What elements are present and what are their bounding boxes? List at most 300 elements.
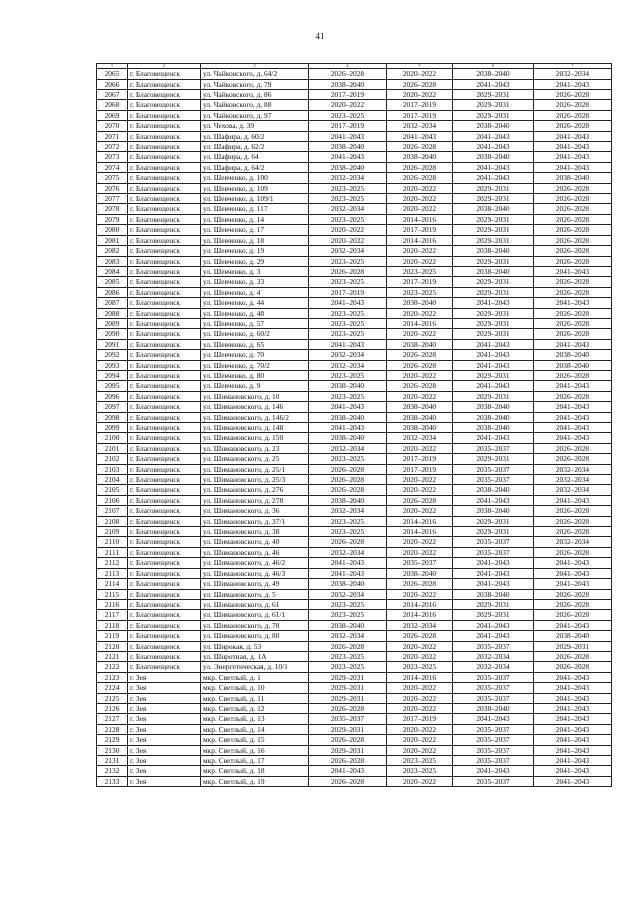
period-col-7-cell: 2041–2043 xyxy=(534,620,612,630)
table-row xyxy=(97,350,612,360)
period-col-6-cell: 2029–2031 xyxy=(453,610,534,620)
address-cell: ул. Шимановского, д. 10 xyxy=(201,391,309,401)
row-number-cell: 2130 xyxy=(97,745,128,755)
period-col-6-cell: 2035–2037 xyxy=(453,693,534,703)
period-col-4-cell: 2023–2025 xyxy=(309,527,387,537)
table-row xyxy=(97,402,612,412)
address-cell: ул. Шимановского, д. 46/3 xyxy=(201,568,309,578)
period-col-4-cell: 2026–2028 xyxy=(309,735,387,745)
city-cell: г. Благовещенск xyxy=(128,370,201,380)
period-col-5-cell: 2020–2022 xyxy=(387,183,453,193)
row-number-cell: 2125 xyxy=(97,693,128,703)
period-col-4-cell: 2017–2019 xyxy=(309,121,387,131)
table-row xyxy=(97,433,612,443)
period-col-6-cell: 2029–2031 xyxy=(453,370,534,380)
address-cell: ул. Чайковского, д. 86 xyxy=(201,90,309,100)
address-cell: ул. Шевченко, д. 18 xyxy=(201,235,309,245)
table-row xyxy=(97,162,612,172)
period-col-5-cell: 2020–2022 xyxy=(387,485,453,495)
city-cell: г. Зея xyxy=(128,703,201,713)
period-col-4-cell: 2032–2034 xyxy=(309,443,387,453)
table-row xyxy=(97,651,612,661)
period-col-7-cell: 2041–2043 xyxy=(534,142,612,152)
period-col-4-cell: 2041–2043 xyxy=(309,766,387,776)
period-col-5-cell: 2020–2022 xyxy=(387,724,453,734)
period-col-7-cell: 2041–2043 xyxy=(534,162,612,172)
address-cell: ул. Шевченко, д. 9 xyxy=(201,381,309,391)
period-col-7-cell: 2041–2043 xyxy=(534,714,612,724)
period-col-6-cell: 2038–2040 xyxy=(453,266,534,276)
period-col-4-cell: 2041–2043 xyxy=(309,568,387,578)
period-col-4-cell: 2023–2025 xyxy=(309,610,387,620)
address-cell: мкр. Светлый, д. 12 xyxy=(201,703,309,713)
period-col-5-cell: 2035–2037 xyxy=(387,558,453,568)
period-col-4-cell: 2032–2034 xyxy=(309,506,387,516)
city-cell: г. Благовещенск xyxy=(128,162,201,172)
row-number-cell: 2083 xyxy=(97,256,128,266)
address-cell: ул. Шевченко, д. 109/1 xyxy=(201,194,309,204)
row-number-cell: 2126 xyxy=(97,703,128,713)
period-col-7-cell: 2041–2043 xyxy=(534,735,612,745)
row-number-cell: 2073 xyxy=(97,152,128,162)
period-col-4-cell: 2023–2025 xyxy=(309,183,387,193)
period-col-6-cell: 2029–2031 xyxy=(453,225,534,235)
address-cell: ул. Шевченко, д. 109 xyxy=(201,183,309,193)
period-col-4-cell: 2023–2025 xyxy=(309,454,387,464)
address-cell: ул. Шимановского, д. 25/1 xyxy=(201,464,309,474)
table-row xyxy=(97,745,612,755)
row-number-cell: 2102 xyxy=(97,454,128,464)
period-col-7-cell: 2041–2043 xyxy=(534,79,612,89)
period-col-4-cell: 2038–2040 xyxy=(309,495,387,505)
row-number-cell: 2076 xyxy=(97,183,128,193)
table-row xyxy=(97,110,612,120)
address-cell: ул. Чайковского, д. 97 xyxy=(201,110,309,120)
period-col-4-cell: 2035–2037 xyxy=(309,714,387,724)
row-number-cell: 2116 xyxy=(97,599,128,609)
period-col-4-cell: 2029–2031 xyxy=(309,724,387,734)
row-number-cell: 2065 xyxy=(97,69,128,79)
column-number: 3 xyxy=(201,64,309,69)
row-number-cell: 2092 xyxy=(97,350,128,360)
period-col-4-cell: 2020–2022 xyxy=(309,100,387,110)
period-col-6-cell: 2038–2040 xyxy=(453,589,534,599)
address-cell: ул. Шимановского, д. 36 xyxy=(201,506,309,516)
table-row xyxy=(97,329,612,339)
period-col-6-cell: 2032–2034 xyxy=(453,651,534,661)
period-col-6-cell: 2038–2040 xyxy=(453,703,534,713)
period-col-5-cell: 2020–2022 xyxy=(387,693,453,703)
address-cell: ул. Шимановского, д. 25/3 xyxy=(201,475,309,485)
period-col-5-cell: 2014–2016 xyxy=(387,235,453,245)
period-col-4-cell: 2023–2025 xyxy=(309,194,387,204)
address-cell: ул. Шимановского, д. 61 xyxy=(201,599,309,609)
address-cell: ул. Шимановского, д. 46/2 xyxy=(201,558,309,568)
city-cell: г. Благовещенск xyxy=(128,194,201,204)
row-number-cell: 2087 xyxy=(97,298,128,308)
column-number: 2 xyxy=(128,64,201,69)
period-col-4-cell: 2032–2034 xyxy=(309,631,387,641)
city-cell: г. Благовещенск xyxy=(128,318,201,328)
address-cell: ул. Шафира, д. 64 xyxy=(201,152,309,162)
city-cell: г. Благовещенск xyxy=(128,381,201,391)
city-cell: г. Благовещенск xyxy=(128,235,201,245)
housing-repair-schedule-table xyxy=(96,63,612,787)
period-col-7-cell: 2032–2034 xyxy=(534,69,612,79)
row-number-cell: 2103 xyxy=(97,464,128,474)
row-number-cell: 2132 xyxy=(97,766,128,776)
period-col-7-cell: 2041–2043 xyxy=(534,776,612,786)
period-col-5-cell: 2026–2028 xyxy=(387,631,453,641)
period-col-4-cell: 2032–2034 xyxy=(309,173,387,183)
period-col-5-cell: 2020–2022 xyxy=(387,506,453,516)
period-col-6-cell: 2041–2043 xyxy=(453,162,534,172)
address-cell: мкр. Светлый, д. 11 xyxy=(201,693,309,703)
period-col-5-cell: 2020–2022 xyxy=(387,641,453,651)
address-cell: ул. Шевченко, д. 14 xyxy=(201,214,309,224)
table-row xyxy=(97,537,612,547)
row-number-cell: 2112 xyxy=(97,558,128,568)
row-number-cell: 2106 xyxy=(97,495,128,505)
period-col-5-cell: 2017–2019 xyxy=(387,110,453,120)
city-cell: г. Благовещенск xyxy=(128,287,201,297)
period-col-5-cell: 2020–2022 xyxy=(387,475,453,485)
city-cell: г. Зея xyxy=(128,724,201,734)
period-col-7-cell: 2041–2043 xyxy=(534,672,612,682)
city-cell: г. Благовещенск xyxy=(128,131,201,141)
period-col-4-cell: 2020–2022 xyxy=(309,235,387,245)
period-col-4-cell: 2026–2028 xyxy=(309,703,387,713)
city-cell: г. Благовещенск xyxy=(128,485,201,495)
city-cell: г. Благовещенск xyxy=(128,423,201,433)
address-cell: ул. Шевченко, д. 19 xyxy=(201,246,309,256)
period-col-6-cell: 2038–2040 xyxy=(453,423,534,433)
table-row xyxy=(97,246,612,256)
period-col-6-cell: 2038–2040 xyxy=(453,402,534,412)
period-col-6-cell: 2041–2043 xyxy=(453,360,534,370)
city-cell: г. Благовещенск xyxy=(128,79,201,89)
period-col-4-cell: 2023–2025 xyxy=(309,214,387,224)
period-col-7-cell: 2026–2028 xyxy=(534,277,612,287)
period-col-5-cell: 2026–2028 xyxy=(387,381,453,391)
period-col-6-cell: 2038–2040 xyxy=(453,506,534,516)
period-col-4-cell: 2038–2040 xyxy=(309,162,387,172)
period-col-7-cell: 2026–2028 xyxy=(534,329,612,339)
period-col-6-cell: 2041–2043 xyxy=(453,433,534,443)
period-col-6-cell: 2038–2040 xyxy=(453,121,534,131)
table-row xyxy=(97,443,612,453)
period-col-5-cell: 2041–2043 xyxy=(387,131,453,141)
table-row xyxy=(97,610,612,620)
period-col-4-cell: 2026–2028 xyxy=(309,266,387,276)
period-col-7-cell: 2038–2040 xyxy=(534,631,612,641)
period-col-5-cell: 2020–2022 xyxy=(387,589,453,599)
period-col-6-cell: 2029–2031 xyxy=(453,194,534,204)
period-col-4-cell: 2023–2025 xyxy=(309,277,387,287)
table-row xyxy=(97,693,612,703)
period-col-7-cell: 2038–2040 xyxy=(534,350,612,360)
period-col-6-cell: 2035–2037 xyxy=(453,776,534,786)
table-row xyxy=(97,287,612,297)
address-cell: ул. Шимановского, д. 38 xyxy=(201,527,309,537)
table-row xyxy=(97,339,612,349)
row-number-cell: 2101 xyxy=(97,443,128,453)
city-cell: г. Благовещенск xyxy=(128,90,201,100)
period-col-4-cell: 2023–2025 xyxy=(309,599,387,609)
row-number-cell: 2096 xyxy=(97,391,128,401)
table-row xyxy=(97,558,612,568)
row-number-cell: 2067 xyxy=(97,90,128,100)
row-number-cell: 2128 xyxy=(97,724,128,734)
city-cell: г. Благовещенск xyxy=(128,152,201,162)
table-row xyxy=(97,256,612,266)
table-row xyxy=(97,360,612,370)
period-col-7-cell: 2026–2028 xyxy=(534,204,612,214)
period-col-7-cell: 2041–2043 xyxy=(534,558,612,568)
address-cell: ул. Шимановского, д. 5 xyxy=(201,589,309,599)
period-col-6-cell: 2041–2043 xyxy=(453,298,534,308)
period-col-7-cell: 2026–2028 xyxy=(534,183,612,193)
period-col-6-cell: 2041–2043 xyxy=(453,558,534,568)
row-number-cell: 2111 xyxy=(97,547,128,557)
period-col-5-cell: 2023–2025 xyxy=(387,766,453,776)
period-col-7-cell: 2026–2028 xyxy=(534,318,612,328)
period-col-6-cell: 2041–2043 xyxy=(453,495,534,505)
address-cell: мкр. Светлый, д. 15 xyxy=(201,735,309,745)
city-cell: г. Благовещенск xyxy=(128,214,201,224)
address-cell: ул. Чайковского, д. 79 xyxy=(201,79,309,89)
table-row xyxy=(97,641,612,651)
period-col-4-cell: 2023–2025 xyxy=(309,370,387,380)
period-col-6-cell: 2041–2043 xyxy=(453,620,534,630)
period-col-6-cell: 2029–2031 xyxy=(453,277,534,287)
address-cell: ул. Шевченко, д. 4 xyxy=(201,287,309,297)
period-col-6-cell: 2029–2031 xyxy=(453,454,534,464)
address-cell: ул. Шевченко, д. 57 xyxy=(201,318,309,328)
period-col-4-cell: 2038–2040 xyxy=(309,142,387,152)
address-cell: мкр. Светлый, д. 14 xyxy=(201,724,309,734)
period-col-5-cell: 2017–2019 xyxy=(387,464,453,474)
period-col-5-cell: 2032–2034 xyxy=(387,433,453,443)
table-row xyxy=(97,225,612,235)
period-col-6-cell: 2029–2031 xyxy=(453,599,534,609)
city-cell: г. Благовещенск xyxy=(128,495,201,505)
period-col-6-cell: 2029–2031 xyxy=(453,308,534,318)
period-col-6-cell: 2038–2040 xyxy=(453,246,534,256)
period-col-7-cell: 2026–2028 xyxy=(534,454,612,464)
period-col-4-cell: 2023–2025 xyxy=(309,662,387,672)
period-col-7-cell: 2041–2043 xyxy=(534,693,612,703)
period-col-5-cell: 2026–2028 xyxy=(387,79,453,89)
city-cell: г. Зея xyxy=(128,672,201,682)
period-col-6-cell: 2035–2037 xyxy=(453,464,534,474)
row-number-cell: 2123 xyxy=(97,672,128,682)
city-cell: г. Зея xyxy=(128,776,201,786)
city-cell: г. Благовещенск xyxy=(128,360,201,370)
period-col-4-cell: 2038–2040 xyxy=(309,433,387,443)
row-number-cell: 2088 xyxy=(97,308,128,318)
column-number: 7 xyxy=(534,64,612,69)
row-number-cell: 2091 xyxy=(97,339,128,349)
city-cell: г. Благовещенск xyxy=(128,308,201,318)
city-cell: г. Благовещенск xyxy=(128,256,201,266)
period-col-5-cell: 2038–2040 xyxy=(387,298,453,308)
city-cell: г. Благовещенск xyxy=(128,620,201,630)
city-cell: г. Благовещенск xyxy=(128,69,201,79)
address-cell: ул. Шевченко, д. 70 xyxy=(201,350,309,360)
city-cell: г. Благовещенск xyxy=(128,246,201,256)
city-cell: г. Благовещенск xyxy=(128,266,201,276)
city-cell: г. Благовещенск xyxy=(128,433,201,443)
address-cell: ул. Шимановского, д. 146/2 xyxy=(201,412,309,422)
row-number-cell: 2081 xyxy=(97,235,128,245)
row-number-cell: 2131 xyxy=(97,756,128,766)
period-col-7-cell: 2026–2028 xyxy=(534,599,612,609)
address-cell: ул. Шимановского, д. 146 xyxy=(201,402,309,412)
row-number-cell: 2108 xyxy=(97,516,128,526)
period-col-4-cell: 2038–2040 xyxy=(309,620,387,630)
period-col-6-cell: 2041–2043 xyxy=(453,79,534,89)
row-number-cell: 2082 xyxy=(97,246,128,256)
period-col-5-cell: 2026–2028 xyxy=(387,495,453,505)
period-col-6-cell: 2041–2043 xyxy=(453,131,534,141)
column-number: 6 xyxy=(453,64,534,69)
period-col-5-cell: 2026–2028 xyxy=(387,142,453,152)
city-cell: г. Благовещенск xyxy=(128,183,201,193)
table-row xyxy=(97,131,612,141)
period-col-7-cell: 2041–2043 xyxy=(534,724,612,734)
period-col-6-cell: 2038–2040 xyxy=(453,485,534,495)
period-col-7-cell: 2026–2028 xyxy=(534,110,612,120)
table-row xyxy=(97,724,612,734)
row-number-cell: 2099 xyxy=(97,423,128,433)
period-col-7-cell: 2026–2028 xyxy=(534,527,612,537)
city-cell: г. Зея xyxy=(128,735,201,745)
period-col-4-cell: 2032–2034 xyxy=(309,589,387,599)
period-col-6-cell: 2035–2037 xyxy=(453,443,534,453)
city-cell: г. Благовещенск xyxy=(128,350,201,360)
period-col-4-cell: 2032–2034 xyxy=(309,204,387,214)
city-cell: г. Благовещенск xyxy=(128,516,201,526)
period-col-6-cell: 2035–2037 xyxy=(453,683,534,693)
address-cell: мкр. Светлый, д. 17 xyxy=(201,756,309,766)
period-col-5-cell: 2020–2022 xyxy=(387,194,453,204)
city-cell: г. Благовещенск xyxy=(128,610,201,620)
period-col-6-cell: 2035–2037 xyxy=(453,672,534,682)
period-col-7-cell: 2038–2040 xyxy=(534,173,612,183)
row-number-cell: 2068 xyxy=(97,100,128,110)
period-col-4-cell: 2023–2025 xyxy=(309,110,387,120)
address-cell: ул. Шевченко, д. 33 xyxy=(201,277,309,287)
period-col-7-cell: 2041–2043 xyxy=(534,298,612,308)
city-cell: г. Благовещенск xyxy=(128,579,201,589)
row-number-cell: 2079 xyxy=(97,214,128,224)
period-col-7-cell: 2026–2028 xyxy=(534,308,612,318)
row-number-cell: 2075 xyxy=(97,173,128,183)
table-row xyxy=(97,277,612,287)
period-col-4-cell: 2038–2040 xyxy=(309,79,387,89)
address-cell: ул. Шимановского, д. 150 xyxy=(201,433,309,443)
period-col-5-cell: 2020–2022 xyxy=(387,204,453,214)
address-cell: ул. Шафира, д. 64/2 xyxy=(201,162,309,172)
period-col-5-cell: 2038–2040 xyxy=(387,152,453,162)
city-cell: г. Благовещенск xyxy=(128,121,201,131)
address-cell: ул. Шевченко, д. 100 xyxy=(201,173,309,183)
period-col-5-cell: 2020–2022 xyxy=(387,370,453,380)
period-col-7-cell: 2032–2034 xyxy=(534,475,612,485)
table-row xyxy=(97,495,612,505)
row-number-cell: 2110 xyxy=(97,537,128,547)
period-col-5-cell: 2032–2034 xyxy=(387,121,453,131)
city-cell: г. Благовещенск xyxy=(128,402,201,412)
period-col-7-cell: 2038–2040 xyxy=(534,360,612,370)
period-col-6-cell: 2029–2031 xyxy=(453,516,534,526)
address-cell: ул. Шафира, д. 60/2 xyxy=(201,131,309,141)
address-cell: ул. Шимановского, д. 278 xyxy=(201,495,309,505)
address-cell: ул. Шевченко, д. 3 xyxy=(201,266,309,276)
table-row xyxy=(97,620,612,630)
table-row xyxy=(97,391,612,401)
city-cell: г. Благовещенск xyxy=(128,558,201,568)
city-cell: г. Благовещенск xyxy=(128,599,201,609)
table-row xyxy=(97,370,612,380)
table-row xyxy=(97,454,612,464)
period-col-6-cell: 2041–2043 xyxy=(453,766,534,776)
period-col-7-cell: 2041–2043 xyxy=(534,152,612,162)
row-number-cell: 2121 xyxy=(97,651,128,661)
period-col-5-cell: 2023–2025 xyxy=(387,266,453,276)
period-col-6-cell: 2032–2034 xyxy=(453,662,534,672)
row-number-cell: 2080 xyxy=(97,225,128,235)
period-col-5-cell: 2014–2016 xyxy=(387,516,453,526)
address-cell: ул. Шимановского, д. 61/1 xyxy=(201,610,309,620)
city-cell: г. Благовещенск xyxy=(128,464,201,474)
period-col-5-cell: 2020–2022 xyxy=(387,703,453,713)
city-cell: г. Зея xyxy=(128,745,201,755)
period-col-5-cell: 2038–2040 xyxy=(387,423,453,433)
table-row xyxy=(97,683,612,693)
period-col-4-cell: 2026–2028 xyxy=(309,464,387,474)
row-number-cell: 2122 xyxy=(97,662,128,672)
period-col-4-cell: 2038–2040 xyxy=(309,412,387,422)
period-col-5-cell: 2014–2016 xyxy=(387,599,453,609)
table-row xyxy=(97,631,612,641)
period-col-5-cell: 2026–2028 xyxy=(387,579,453,589)
row-number-cell: 2118 xyxy=(97,620,128,630)
city-cell: г. Благовещенск xyxy=(128,173,201,183)
period-col-5-cell: 2020–2022 xyxy=(387,308,453,318)
period-col-7-cell: 2026–2028 xyxy=(534,610,612,620)
city-cell: г. Благовещенск xyxy=(128,547,201,557)
table-row xyxy=(97,173,612,183)
row-number-cell: 2072 xyxy=(97,142,128,152)
address-cell: ул. Широкая, д. 53 xyxy=(201,641,309,651)
table-row xyxy=(97,735,612,745)
period-col-7-cell: 2026–2028 xyxy=(534,100,612,110)
period-col-7-cell: 2041–2043 xyxy=(534,683,612,693)
period-col-7-cell: 2026–2028 xyxy=(534,225,612,235)
period-col-4-cell: 2029–2031 xyxy=(309,683,387,693)
period-col-4-cell: 2026–2028 xyxy=(309,485,387,495)
table-row xyxy=(97,152,612,162)
table-row xyxy=(97,142,612,152)
period-col-6-cell: 2038–2040 xyxy=(453,152,534,162)
city-cell: г. Благовещенск xyxy=(128,225,201,235)
period-col-5-cell: 2038–2040 xyxy=(387,412,453,422)
address-cell: ул. Шевченко, д. 48 xyxy=(201,308,309,318)
row-number-cell: 2070 xyxy=(97,121,128,131)
period-col-6-cell: 2041–2043 xyxy=(453,568,534,578)
